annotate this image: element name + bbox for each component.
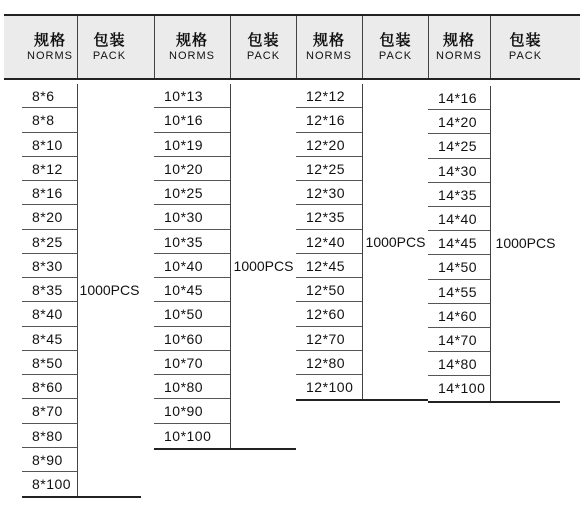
spec-cell: 8*50 [22,351,77,375]
spec-cell: 10*80 [154,375,230,399]
header-divider [154,16,155,78]
spec-cell: 10*40 [154,254,230,278]
spec-cell: 8*20 [22,205,77,229]
spec-cell: 8*30 [22,254,77,278]
pack-cell: 1000PCS [77,84,141,496]
spec-cell: 10*13 [154,84,230,108]
spec-cell: 12*50 [296,278,362,302]
pack-cell: 1000PCS [362,84,428,399]
spec-cell: 12*100 [306,379,354,395]
spec-cell: 12*25 [296,157,362,181]
spec-cell: 14*30 [428,159,490,183]
spec-cell: 10*35 [154,230,230,254]
spec-cell: 8*8 [22,108,77,132]
spec-cell: 10*60 [154,327,230,351]
spec-cell: 10*45 [154,278,230,302]
spec-cell: 14*100 [438,380,486,397]
spec-group-1 [22,84,141,498]
spec-cell: 12*20 [296,133,362,157]
spec-cell: 12*16 [296,108,362,132]
spec-cell: 12*60 [296,302,362,326]
spec-cell: 14*20 [428,110,490,134]
spec-cell: 8*10 [22,133,77,157]
spec-cell: 12*40 [296,230,362,254]
header-norms-3 [296,16,362,78]
spec-cell: 12*35 [296,205,362,229]
spec-cell: 14*25 [428,134,490,158]
spec-cell: 14*60 [428,304,490,328]
spec-cell: 14*80 [428,352,490,376]
spec-cell: 8*12 [22,157,77,181]
spec-cell: 14*70 [428,328,490,352]
norms-en-label: NORMS [169,49,215,62]
pack-en-label: PACK [92,49,127,62]
header-pack-3 [362,16,428,78]
pack-cn-label: 包装 [247,31,280,49]
spec-cell: 8*45 [22,327,77,351]
header-pack-4 [490,16,560,78]
pack-cell: 1000PCS [490,86,560,401]
spec-cell: 12*70 [296,327,362,351]
spec-cell: 12*30 [296,181,362,205]
spec-cell: 10*30 [154,205,230,229]
spec-group-2 [154,84,296,450]
spec-cell: 14*55 [428,280,490,304]
header-pack-1 [77,16,141,78]
pack-en-label: PACK [378,49,413,62]
spec-cell: 8*90 [22,448,77,472]
spec-cell: 8*35 [22,278,77,302]
header-norms-1 [22,16,78,78]
spec-cell: 8*25 [22,230,77,254]
table-header [4,14,580,80]
spec-cell: 10*90 [154,399,230,423]
spec-cell: 8*80 [22,424,77,448]
header-divider [296,16,297,78]
norms-cn-label: 规格 [442,31,475,49]
header-norms-4 [428,16,490,78]
spec-cell: 8*6 [22,84,77,108]
spec-cell: 14*45 [428,231,490,255]
spec-cell: 14*35 [428,183,490,207]
spec-cell: 8*40 [22,302,77,326]
spec-cell: 10*70 [154,351,230,375]
pack-cn-label: 包装 [379,31,412,49]
spec-cell: 12*80 [296,351,362,375]
spec-cell: 10*100 [164,427,212,444]
header-norms-2 [154,16,230,78]
spec-cell: 8*100 [32,476,72,492]
spec-cell: 10*16 [154,108,230,132]
norms-cn-label: 规格 [175,31,208,49]
spec-cell: 10*50 [154,302,230,326]
spec-cell: 14*16 [428,86,490,110]
spec-cell: 14*40 [428,207,490,231]
spec-group-3 [296,84,428,401]
norms-en-label: NORMS [436,49,482,62]
pack-cn-label: 包装 [93,31,126,49]
norms-cn-label: 规格 [33,31,66,49]
spec-cell: 8*16 [22,181,77,205]
spec-cell: 12*45 [296,254,362,278]
spec-cell: 8*70 [22,399,77,423]
pack-en-label: PACK [508,49,543,62]
pack-cell: 1000PCS [230,84,296,448]
spec-group-4 [428,86,560,403]
spec-cell: 14*50 [428,255,490,279]
norms-en-label: NORMS [306,49,352,62]
norms-cn-label: 规格 [312,31,345,49]
spec-cell: 10*25 [154,181,230,205]
header-pack-2 [230,16,296,78]
spec-cell: 10*20 [154,157,230,181]
spec-cell: 10*19 [154,133,230,157]
norms-en-label: NORMS [27,49,73,62]
header-divider [428,16,429,78]
pack-cn-label: 包装 [509,31,542,49]
spec-cell: 12*12 [296,84,362,108]
pack-en-label: PACK [246,49,281,62]
spec-cell: 8*60 [22,375,77,399]
